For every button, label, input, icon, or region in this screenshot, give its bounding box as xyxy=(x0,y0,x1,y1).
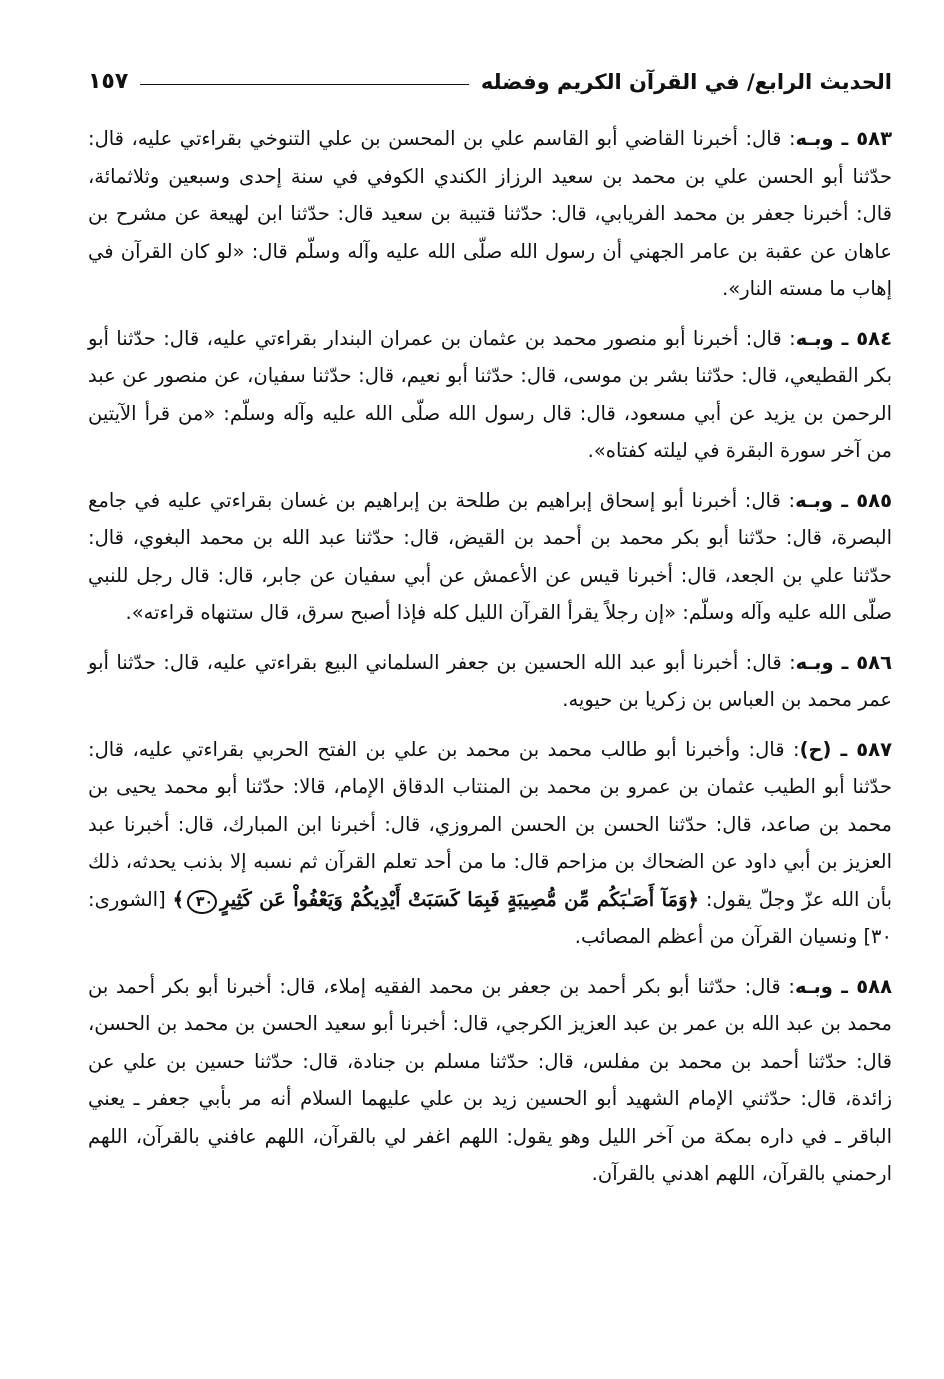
hadith-entry-588 xyxy=(88,968,892,1193)
entry-text-tail: [الشورى: ٣٠] ونسيان القرآن من أعظم المصائب. xyxy=(88,887,892,948)
entry-number: ٥٨٥ ـ وبـه xyxy=(795,488,892,512)
entry-text: : قال: أخبرنا أبو إسحاق إبراهيم بن طلحة بن إبراهيم بن غسان بقراءتي عليه في جامع البصرة، قال: حدّثنا أبو بكر محمد بن أحمد بن القيض، قال: حدّثنا عبد الله بن محمد البغوي، قال: حدّثنا علي بن الجعد، قال: أخبرنا قيس عن الأعمش عن أبي سفيان عن جابر، قال: قال رجل للنبي صلّى الله عليه وآله وسلّم: «إن رجلاً يقرأ القرآن الليل كله فإذا أصبح سرق، قال ستنهاه قراءته». xyxy=(88,488,892,624)
entry-text: : قال: أخبرنا أبو منصور محمد بن عثمان بن عمران البندار بقراءتي عليه، قال: حدّثنا أبو بكر القطيعي، قال: حدّثنا بشر بن موسى، قال: حدّثنا أبو نعيم، قال: حدّثنا سفيان، عن منصور عن عبد الرحمن بن يزيد عن أبي مسعود، قال: قال رسول الله صلّى الله عليه وآله وسلّم: «من قرأ الآيتين من آخر سورة البقرة في ليلته كفتاه». xyxy=(88,326,892,462)
entry-text: : قال: أخبرنا أبو عبد الله الحسين بن جعفر السلماني البيع بقراءتي عليه، قال: حدّثنا أبو عمر محمد بن العباس بن زكريا بن حيويه. xyxy=(88,650,892,711)
verse-number-ornament: ٣٠ xyxy=(187,890,217,914)
hadith-entry-585 xyxy=(88,482,892,632)
entry-number: ٥٨٧ ـ (ح) xyxy=(799,737,892,761)
running-header xyxy=(88,58,892,94)
entry-number: ٥٨٤ ـ وبـه xyxy=(795,326,892,350)
hadith-entry-587 xyxy=(88,731,892,956)
entry-number: ٥٨٦ ـ وبـه xyxy=(795,650,892,674)
page-number: ١٥٧ xyxy=(88,69,129,94)
entry-text: : قال: وأخبرنا أبو طالب محمد بن محمد بن علي بن الفتح الحربي بقراءتي عليه، قال: حدّثنا أبو الطيب عثمان بن عمرو بن محمد بن المنتاب الدقاق الإمام، قالا: حدّثنا أبو محمد يحيى بن محمد بن صاعد، قال: حدّثنا الحسن بن الحسن المروزي، قال: أخبرنا ابن المبارك، قال: أخبرنا عبد العزيز بن أبي داود عن الضحاك بن مزاحم قال: ما من أحد تعلم القرآن ثم نسبه إلا بذنب يحدثه، ذلك بأن الله عزّ وجلّ يقول: xyxy=(88,737,893,911)
entry-text: : قال: حدّثنا أبو بكر أحمد بن جعفر بن محمد الفقيه إملاء، قال: أخبرنا أبو بكر أحمد بن محمد بن عبد الله بن عمر بن عبد العزيز الكرجي، قال: أخبرنا أبو سعيد الحسن بن محمد بن الحسن، قال: حدّثنا أحمد بن محمد بن مفلس، قال: حدّثنا مسلم بن جنادة، قال: حدّثنا حسين بن علي عن زائدة، قال: حدّثني الإمام الشهيد أبو الحسين زيد بن علي عليهما السلام أنه مر بأبي جعفر ـ يعني الباقر ـ في داره بمكة من آخر الليل وهو يقول: اللهم اغفر لي بالقرآن، اللهم عافني بالقرآن، اللهم ارحمني بالقرآن، اللهم اهدني بالقرآن. xyxy=(88,974,892,1185)
chapter-title: الحديث الرابع/ في القرآن الكريم وفضله xyxy=(480,70,892,94)
book-page xyxy=(88,58,892,1205)
entry-number: ٥٨٨ ـ وبـه xyxy=(794,974,892,998)
hadith-entry-584 xyxy=(88,320,892,470)
header-rule xyxy=(140,84,469,85)
entry-text: : قال: أخبرنا القاضي أبو القاسم علي بن المحسن بن علي التنوخي بقراءتي عليه، قال: حدّثنا أبو الحسن علي بن محمد بن سعيد الرزاز الكندي الكوفي في سنة إحدى وسبعين وثلاثمائة، قال: أخبرنا جعفر بن محمد الفريابي، قال: حدّثنا قتيبة بن سعيد قال: حدّثنا ابن لهيعة عن مشرح بن عاهان عن عقبة بن عامر الجهني أن رسول الله صلّى الله عليه وآله وسلّم قال: «لو كان القرآن في إهاب ما مسته النار». xyxy=(88,127,892,300)
quran-verse: ﴿وَمَآ أَصَـٰبَكُم مِّن مُّصِيبَةٍ فَبِمَا كَسَبَتْ أَيْدِيكُمْ وَيَعْفُواْ عَن كَثِيرٍ xyxy=(220,887,699,911)
hadith-entry-583 xyxy=(88,120,892,308)
quran-verse-close: ﴾ xyxy=(172,887,185,911)
entry-number: ٥٨٣ ـ وبـه xyxy=(795,127,892,150)
hadith-entry-586 xyxy=(88,644,892,719)
